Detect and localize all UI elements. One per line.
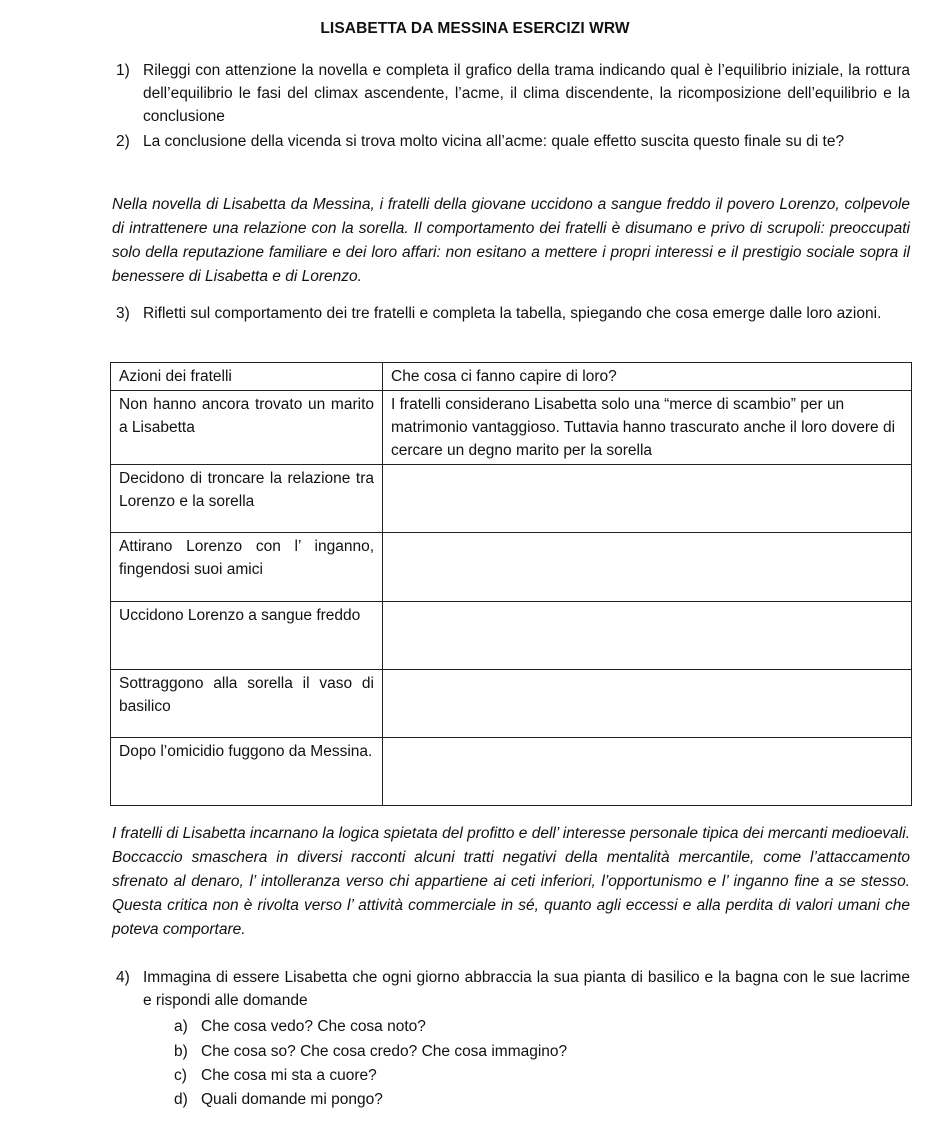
question-4-number: 4) [116,969,130,986]
intro-paragraph: Nella novella di Lisabetta da Messina, i fratelli della giovane uccidono a sangue freddo il povero Lorenzo, colpevole di intrattenere una relazione con la sorella. Il comportamento dei fratelli è disumano e privo di scrupoli: preoccupati solo della reputazione familiare e dei loro affari: non esitano a mettere i propri interessi e il prestigio sociale sopra il benessere di Lisabetta e di Lorenzo. [112,196,910,285]
subquestion-letter: d) [174,1091,188,1108]
table-row [111,533,912,602]
table-cell-action: Decidono di troncare la relazione tra Lorenzo e la sorella [111,465,383,533]
question-4-text: Immagina di essere Lisabetta che ogni giorno abbraccia la sua pianta di basilico e la bagna con le sue lacrime e rispondi alle domande [143,969,910,1009]
table-cell-action: Non hanno ancora trovato un marito a Lisabetta [111,391,383,465]
subquestion-letter: b) [174,1043,188,1060]
table-header-actions: Azioni dei fratelli [111,363,383,391]
question-1 [116,59,910,128]
table-cell-meaning[interactable] [383,465,912,533]
question-3-number: 3) [116,305,130,322]
table-row [111,670,912,738]
question-2 [116,130,910,153]
table-row [111,465,912,533]
subquestion-d [174,1088,383,1111]
question-2-text: La conclusione della vicenda si trova molto vicina all’acme: quale effetto suscita questo finale su di te? [143,133,845,150]
table-row [111,391,912,465]
table-cell-meaning[interactable] [383,738,912,806]
subquestion-text: Che cosa vedo? Che cosa noto? [201,1018,426,1035]
table-row [111,602,912,670]
subquestion-a [174,1015,426,1038]
document-title: LISABETTA DA MESSINA ESERCIZI WRW [320,20,630,37]
subquestion-letter: c) [174,1067,187,1084]
question-1-text: Rileggi con attenzione la novella e completa il grafico della trama indicando qual è l’equilibrio iniziale, la rottura dell’equilibrio le fasi del climax ascendente, l’acme, il clima discendente, la ricomposizione dell’equilibrio e la conclusione [143,62,910,125]
subquestion-letter: a) [174,1018,188,1035]
table-cell-meaning[interactable] [383,602,912,670]
critique-paragraph: I fratelli di Lisabetta incarnano la logica spietata del profitto e dell’ interesse personale tipica dei mercanti medioevali. Boccaccio smaschera in diversi racconti alcuni tratti negativi della mentalità mercantile, come l’attaccamento sfrenato al denaro, l’ intolleranza verso chi appartiene ai ceti inferiori, l’opportunismo e l’ inganno fine a se stesso. Questa critica non è rivolta verso l’ attività commerciale in sé, quanto agli eccessi e alla perdita di valori umani che poteva comportare. [112,825,910,938]
table-row [111,738,912,806]
question-3 [116,302,910,325]
table-header-row [111,363,912,391]
question-4 [116,966,910,1012]
table-cell-meaning[interactable] [383,533,912,602]
table-cell-action: Attirano Lorenzo con l’ inganno, fingendosi suoi amici [111,533,383,602]
subquestion-text: Che cosa mi sta a cuore? [201,1067,377,1084]
subquestion-c [174,1064,377,1087]
subquestion-text: Quali domande mi pongo? [201,1091,383,1108]
subquestion-b [174,1040,567,1063]
table-cell-action: Dopo l’omicidio fuggono da Messina. [111,738,383,806]
question-3-text: Rifletti sul comportamento dei tre fratelli e completa la tabella, spiegando che cosa emerge dalle loro azioni. [143,305,882,322]
subquestion-text: Che cosa so? Che cosa credo? Che cosa immagino? [201,1043,568,1060]
question-2-number: 2) [116,133,130,150]
table-cell-action: Sottraggono alla sorella il vaso di basilico [111,670,383,738]
table-cell-meaning: I fratelli considerano Lisabetta solo una “merce di scambio” per un matrimonio vantaggioso. Tuttavia hanno trascurato anche il loro dovere di cercare un degno marito per la sorella [383,391,912,465]
table-header-meaning: Che cosa ci fanno capire di loro? [383,363,912,391]
table-cell-action: Uccidono Lorenzo a sangue freddo [111,602,383,670]
brothers-table [110,362,912,806]
question-1-number: 1) [116,62,130,79]
table-cell-meaning[interactable] [383,670,912,738]
